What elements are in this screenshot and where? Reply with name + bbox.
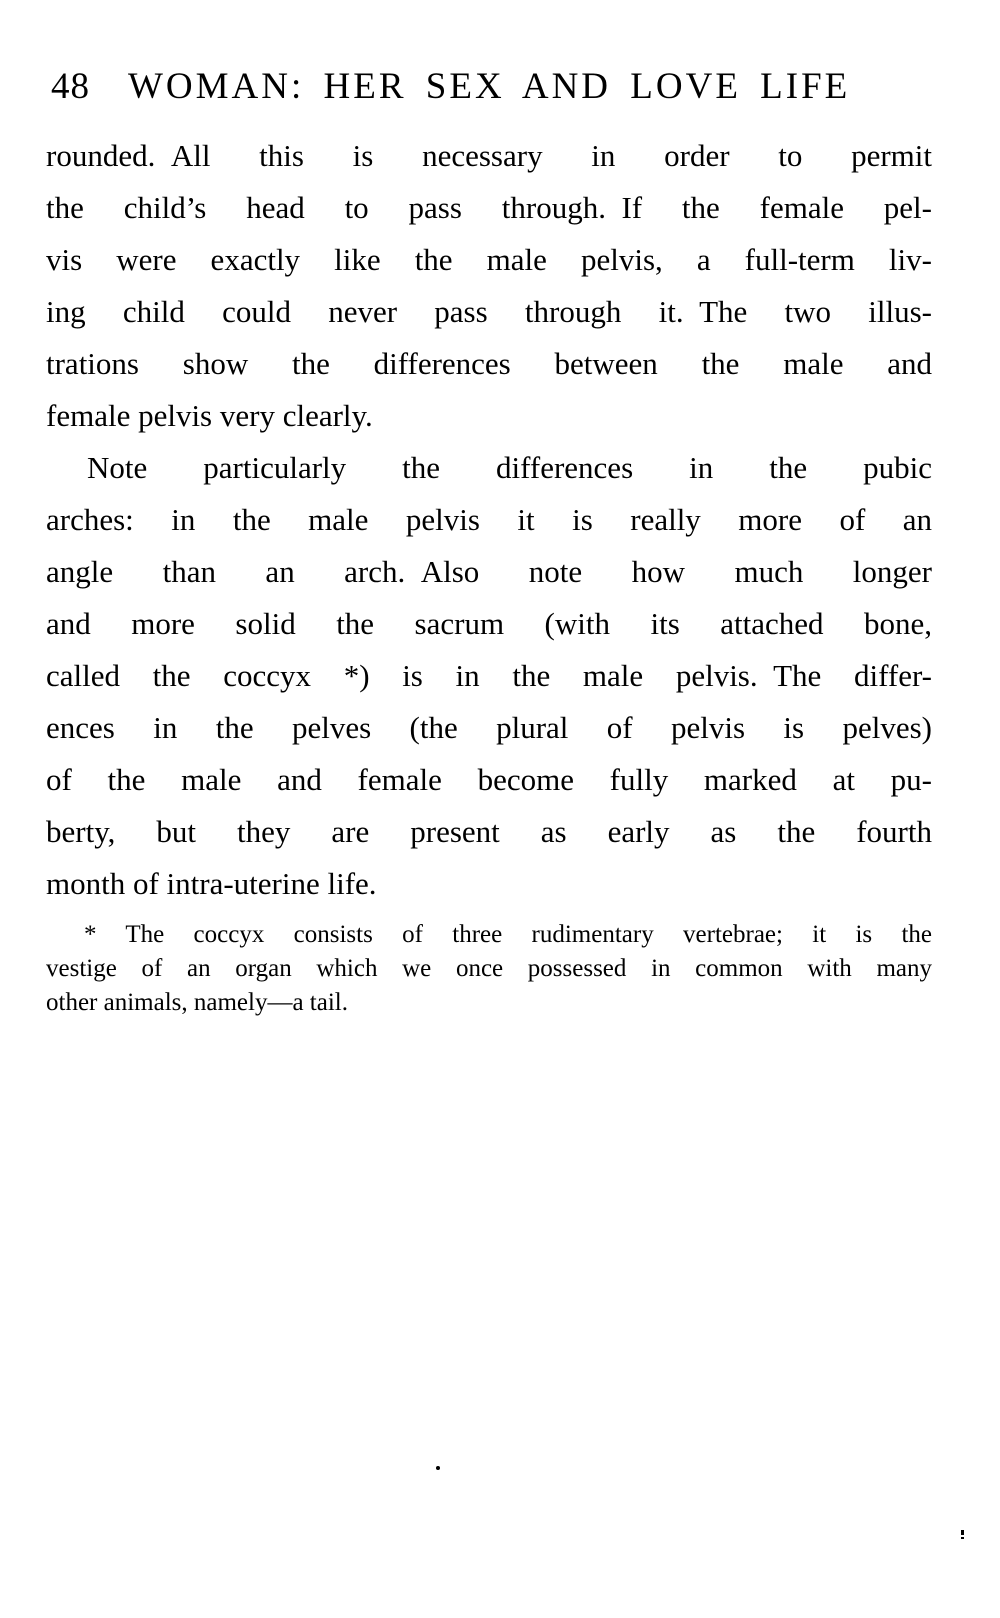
text-line: female pelvis very clearly.	[46, 398, 373, 433]
text-line: and more solid the sacrum (with its attached bone,	[46, 606, 932, 641]
text-line: trations show the differences between the male and	[46, 346, 932, 381]
scan-artifact-mark	[961, 1530, 964, 1539]
text-line: of the male and female become fully marked at pu-	[46, 762, 932, 797]
running-title: WOMAN: HER SEX AND LOVE LIFE	[128, 66, 851, 107]
scan-artifact-dot	[436, 1466, 440, 1470]
text-line: the child’s head to pass through. If the female pel-	[46, 190, 932, 225]
text-line: month of intra-uterine life.	[46, 866, 377, 901]
text-line: arches: in the male pelvis it is really more of an	[46, 502, 932, 537]
text-line: berty, but they are present as early as the fourth	[46, 814, 932, 849]
body-text	[46, 130, 932, 910]
running-header	[46, 64, 932, 110]
footnote-line: other animals, namely—a tail.	[46, 989, 348, 1016]
text-block	[46, 64, 932, 1020]
text-line: vis were exactly like the male pelvis, a full-term liv-	[46, 242, 932, 277]
scan-artifact-mark-bar	[961, 1530, 964, 1535]
text-line: ences in the pelves (the plural of pelvis is pelves)	[46, 710, 932, 745]
footnote	[46, 918, 932, 1020]
text-line: angle than an arch. Also note how much longer	[46, 554, 932, 589]
footnote-line: vestige of an organ which we once possessed in common with many	[46, 955, 932, 982]
scan-artifact-mark-dot	[961, 1537, 964, 1539]
footnote-line: * The coccyx consists of three rudimentary vertebrae; it is the	[84, 921, 932, 948]
text-line: called the coccyx *) is in the male pelvis. The differ-	[46, 658, 932, 693]
text-line: Note particularly the differences in the pubic	[87, 450, 932, 485]
text-line: rounded. All this is necessary in order to permit	[46, 138, 932, 173]
page-number: 48	[51, 66, 90, 107]
text-line: ing child could never pass through it. The two illus-	[46, 294, 932, 329]
